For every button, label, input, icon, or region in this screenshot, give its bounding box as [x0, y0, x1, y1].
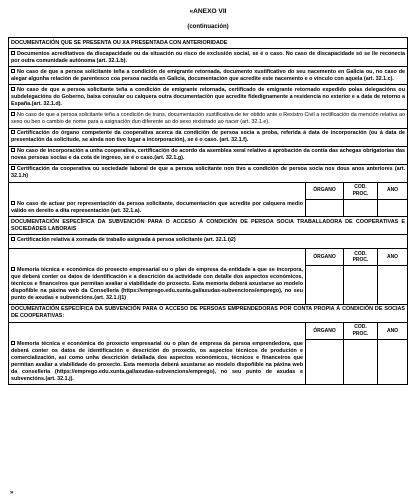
checkbox[interactable]: [11, 166, 15, 170]
code-field[interactable]: [344, 266, 378, 305]
checkbox[interactable]: [11, 148, 15, 152]
organ-field[interactable]: [306, 339, 344, 385]
organ-field[interactable]: [306, 266, 344, 305]
empty-cell: [9, 322, 306, 339]
checkbox[interactable]: [11, 201, 15, 205]
empty-cell: [9, 249, 306, 266]
continuation-label: (continuación): [187, 23, 229, 30]
column-organ: ÓRGANO: [306, 182, 344, 199]
doc-item: Certificación da cooperativa ou sociedade laboral de que a persoa solicitante non tivo a condición de persoa socia nos dous anos anteriores (art. 32.1.h): [9, 164, 408, 182]
doc-item: Memoria técnica e económica do proxecto empresarial ou o plan de empresa da persoa emprendedora, que deberá conter os datos de identificación e descrición do proxecto, os aspectos técnicos de produción e comercialización, así como unha descrición detallada dos aspectos económicos, técnicos e financeiros que permitan avaliar a viabilidade do proxecto. Esta memoria deberá axustarse ao modelo dispoñible na páxina web da consellería (https://emprego.edu.xunta.gal/axudas-subvencions/emprego), no seu punto de axudas e subvencións.(art. 32.1.j).: [9, 339, 306, 385]
code-field[interactable]: [344, 199, 378, 217]
year-field[interactable]: [378, 266, 408, 305]
checkbox[interactable]: [11, 341, 15, 345]
column-code: COD. PROC.: [344, 322, 378, 339]
checkbox[interactable]: [11, 87, 15, 91]
section2-heading: DOCUMENTACIÓN ESPECÍFICA DA SUBVENCIÓN PARA O ACCESO Á CONDICIÓN DE PERSOA SOCIA TRABALLADORA DE COOPERATIVAS E SOCIEDADES LABORAIS: [9, 217, 408, 235]
doc-item: No caso de que a persoa solicitante teña a condición de emigrante retornada, documento xustificativo do seu nacemento en Galicia ou, no caso de alegar algunha relación de parentesco coa persoa nacida en Galicia, documentación que acredite este nacemento e o vínculo con aquela (art. 32.1.c).: [9, 67, 408, 85]
column-year: ANO: [378, 182, 408, 199]
checkbox[interactable]: [11, 112, 15, 116]
year-field[interactable]: [378, 339, 408, 385]
column-organ: ÓRGANO: [306, 322, 344, 339]
section1-heading: DOCUMENTACIÓN QUE SE PRESENTA OU XA PRESENTADA CON ANTERIORIDADE: [9, 38, 408, 49]
checkbox[interactable]: [11, 51, 15, 55]
doc-item: No caso de que a persoa solicitante teña a condición de trans, documentación xustificativa de ter obtido ante o Rexistro Civil a rectificación da mención relativa ao sexo ou ben o cambio de nome para a asignación dun diferente ao do sexo rexistrado ao nacer (art. 32.1.e).: [9, 110, 408, 128]
column-year: ANO: [378, 322, 408, 339]
column-year: ANO: [378, 249, 408, 266]
documentation-table: [8, 37, 408, 385]
checkbox[interactable]: [11, 267, 15, 271]
checkbox[interactable]: [11, 237, 15, 241]
doc-item: Memoria técnica e económica do proxecto empresarial ou o plan de empresa da entidade a que se incorpora, que deberá conter os datos de identificación e a descrición da actividade con detalle dos aspectos económicos, técnicos e financeiros que permitan avaliar a viabilidade do proxecto. Esta memoria deberá axustarse ao modelo dispoñible na páxina web da Consellería (https://emprego.edu.xunta.gal/axudas-subvencions/emprego), no seu punto de axudas e subvencións.(art. 32.1.i)1): [9, 266, 306, 305]
checkbox[interactable]: [11, 69, 15, 73]
doc-item: No caso de incorporación a unha cooperativa, certificación do acordo da asemblea xeral relativo á aprobación da contía das achegas obrigatorias das novas persoas socias e da cota de ingreso, se é o caso.(art. 32.1.g).: [9, 146, 408, 164]
column-code: COD. PROC.: [344, 249, 378, 266]
doc-item: Certificación relativa á xornada de traballo asignada á persoa solicitante (art. 32.1.i)2): [9, 235, 408, 249]
column-organ: ÓRGANO: [306, 249, 344, 266]
year-field[interactable]: [378, 199, 408, 217]
closing-quote-mark: »: [10, 490, 14, 497]
doc-item: Certificación do órgano competente da cooperativa acerca da condición de persoa socia a proba, referida á data de incorporación (ou á data de presentación da solicitude, se ainda non tivo lugar a incorporación), se é o caso. (art. 32.1.f).: [9, 128, 408, 146]
doc-item: Documentos acreditativos da discapacidade ou da situación ou risco de exclusión social, se é o caso. No caso de discapacidade só se lle reconecia por outra comunidade autónoma (art. 32.1.b).: [9, 49, 408, 67]
doc-item: No caso de que a persoa solicitante teña a condición de emigrante retornada, certificado de emigrante retornado expedido polas delegacións ou subdelegacións do Goberno, baixa consular ou calquera outra documentación que acredite fidedignamente a residencia no exterior e a data de retorno a España.(art. 32.1.d).: [9, 85, 408, 110]
code-field[interactable]: [344, 339, 378, 385]
checkbox[interactable]: [11, 130, 15, 134]
empty-cell: [9, 182, 306, 199]
annex-title: «ANEXO VII: [189, 8, 227, 15]
column-code: COD. PROC.: [344, 182, 378, 199]
section3-heading: DOCUMENTACIÓN ESPECÍFICA DA SUBVENCIÓN PARA O ACCESO DE PERSOAS EMPRENDEDORAS POR CONTA PROPIA Á CONDICIÓN DE SOCIAS DE COOPERATIVAS:: [9, 304, 408, 322]
doc-item: No caso de actuar por representación da persoa solicitante, documentación que acredite por calquera medio válido en dereito a dita representación (art. 32.1.a).: [9, 199, 306, 217]
organ-field[interactable]: [306, 199, 344, 217]
